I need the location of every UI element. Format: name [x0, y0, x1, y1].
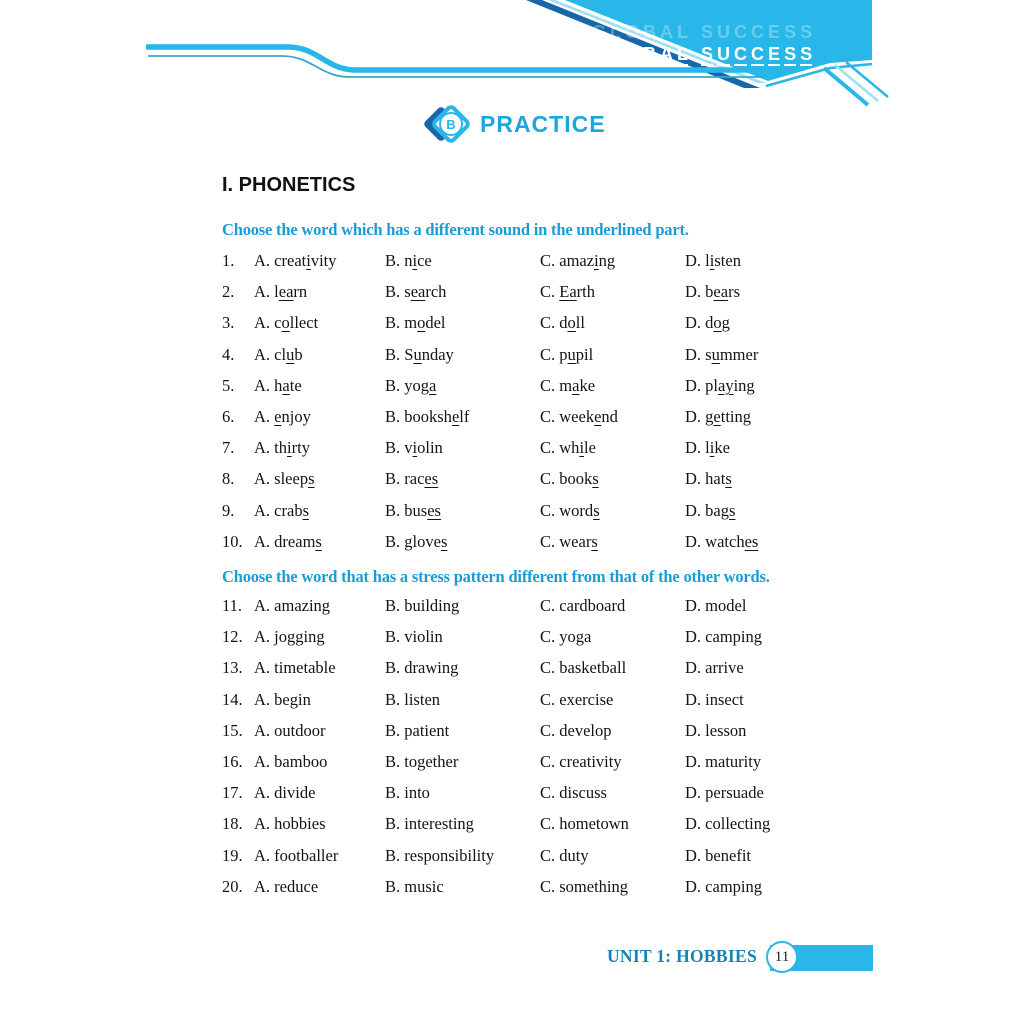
underlined-part: i — [579, 438, 585, 458]
option-d: D. bears — [685, 282, 740, 302]
option-b: B. races — [385, 469, 439, 489]
underlined-part: s — [592, 469, 599, 489]
banner-letter: C — [734, 22, 748, 42]
question-row — [222, 596, 797, 627]
option-c: C. amazing — [540, 251, 616, 270]
option-a: A. amazing — [254, 596, 331, 615]
underlined-part: es — [744, 531, 759, 551]
exercise1-question-table — [222, 251, 797, 563]
banner-letter: B — [643, 44, 657, 64]
option-d: D. model — [685, 596, 747, 615]
underlined-part: o — [417, 313, 426, 333]
question-number: 10. — [222, 531, 243, 551]
underlined-part: i — [594, 251, 599, 270]
option-b: B. violin — [385, 438, 443, 458]
question-row — [222, 501, 797, 532]
question-row — [222, 438, 797, 469]
banner-letter: S — [784, 44, 797, 64]
question-row — [222, 658, 797, 689]
option-d: D. listen — [685, 251, 741, 270]
option-d: D. maturity — [685, 751, 762, 771]
option-c: C. yoga — [540, 627, 592, 647]
option-b: B. gloves — [385, 531, 448, 551]
option-b: B. interesting — [385, 814, 474, 834]
underlined-part: u — [413, 344, 422, 364]
option-c: C. doll — [540, 313, 585, 333]
question-number: 15. — [222, 720, 243, 740]
option-b: B. buses — [385, 500, 441, 520]
underlined-part: o — [713, 313, 722, 333]
question-number: 2. — [222, 282, 235, 302]
underlined-part: e — [594, 406, 602, 426]
option-b: B. drawing — [385, 658, 459, 678]
underlined-part: ea — [278, 282, 294, 302]
banner-letter: G — [592, 44, 607, 64]
option-c: C. discuss — [540, 783, 607, 803]
option-b: B. Sunday — [385, 344, 454, 364]
option-c: C. hometown — [540, 814, 629, 834]
banner-letter: G — [592, 22, 607, 42]
banner-letter: L — [677, 22, 689, 42]
banner-letter: S — [701, 44, 714, 64]
underlined-part: s — [315, 531, 322, 551]
banner-letter: L — [677, 44, 689, 64]
option-a: A. creativity — [254, 251, 337, 270]
option-a: A. timetable — [254, 658, 336, 678]
option-b: B. music — [385, 876, 444, 896]
option-a: A. collect — [254, 313, 319, 333]
option-a: A. bamboo — [254, 751, 328, 771]
option-b: B. yoga — [385, 375, 437, 395]
option-a: A. club — [254, 344, 303, 364]
option-b: B. search — [385, 282, 447, 302]
option-a: A. learn — [254, 282, 308, 302]
underlined-part: s — [725, 469, 732, 489]
option-c: C. books — [540, 469, 599, 489]
option-d: D. camping — [685, 627, 762, 647]
underlined-part: es — [424, 469, 439, 489]
question-row — [222, 814, 797, 845]
section-heading-phonetics: I. PHONETICS — [222, 174, 356, 196]
option-b: B. listen — [385, 689, 441, 709]
question-number: 1. — [222, 251, 235, 270]
underlined-part: s — [302, 500, 309, 520]
option-b: B. together — [385, 751, 459, 771]
option-d: D. camping — [685, 876, 762, 896]
banner-letter: S — [701, 22, 714, 42]
question-row — [222, 783, 797, 814]
option-a: A. thirty — [254, 438, 310, 458]
banner-title — [592, 44, 816, 66]
option-b: B. bookshelf — [385, 406, 470, 426]
banner-letter: S — [800, 22, 813, 42]
option-a: A. enjoy — [254, 406, 311, 426]
option-d: D. arrive — [685, 658, 744, 678]
question-number: 4. — [222, 344, 235, 364]
option-a: A. dreams — [254, 531, 322, 551]
option-b: B. into — [385, 783, 430, 803]
question-number: 5. — [222, 375, 235, 395]
question-row — [222, 469, 797, 500]
question-number: 18. — [222, 814, 243, 834]
underlined-part: i — [287, 438, 292, 458]
option-d: D. collecting — [685, 814, 771, 834]
question-row — [222, 846, 797, 877]
underlined-part: e — [274, 406, 282, 426]
banner-letter: C — [751, 22, 765, 42]
exercise1-instruction: Choose the word which has a different sound in the underlined part. — [222, 220, 689, 239]
banner-letter: S — [800, 44, 813, 64]
option-b: B. responsibility — [385, 845, 495, 865]
banner-letter: L — [610, 44, 622, 64]
banner-letter: A — [660, 22, 674, 42]
underlined-part: a — [282, 375, 290, 395]
option-d: D. bags — [685, 500, 736, 520]
option-b: B. nice — [385, 251, 432, 270]
underlined-part: a — [429, 375, 437, 395]
question-number: 13. — [222, 658, 243, 678]
banner-letter: O — [625, 44, 640, 64]
underlined-part: u — [711, 344, 720, 364]
question-row — [222, 721, 797, 752]
underlined-part: s — [729, 500, 736, 520]
banner-letter: A — [660, 44, 674, 64]
question-row — [222, 877, 797, 908]
question-row — [222, 282, 797, 313]
banner-letter: L — [610, 22, 622, 42]
question-row — [222, 752, 797, 783]
banner-letter: B — [643, 22, 657, 42]
question-number: 14. — [222, 689, 243, 709]
option-a: A. reduce — [254, 876, 319, 896]
option-d: D. watches — [685, 531, 759, 551]
option-c: C. pupil — [540, 344, 594, 364]
question-number: 12. — [222, 627, 243, 647]
option-a: A. crabs — [254, 500, 309, 520]
question-number: 11. — [222, 596, 243, 615]
underlined-part: e — [713, 406, 721, 426]
question-row — [222, 313, 797, 344]
question-row — [222, 690, 797, 721]
practice-title: PRACTICE — [480, 111, 606, 137]
option-a: A. hate — [254, 375, 302, 395]
option-d: D. benefit — [685, 845, 751, 865]
exercise2-question-table — [222, 596, 797, 908]
option-d: D. persuade — [685, 783, 764, 803]
underlined-part: i — [412, 438, 418, 458]
exercise2-instruction: Choose the word that has a stress pattern different from that of the other words. — [222, 567, 770, 586]
banner-letter: E — [768, 44, 781, 64]
option-b: B. model — [385, 313, 446, 333]
underlined-part: s — [440, 531, 448, 551]
option-a: A. footballer — [254, 845, 339, 865]
footer-unit-label: UNIT 1: HOBBIES — [606, 946, 757, 966]
option-b: B. violin — [385, 627, 443, 647]
underlined-part: es — [427, 500, 441, 520]
underlined-part: u — [567, 344, 576, 364]
underlined-part: e — [451, 406, 460, 426]
option-c: C. basketball — [540, 658, 627, 678]
question-row — [222, 627, 797, 658]
banner-letter: C — [751, 44, 765, 64]
banner-letter: S — [784, 22, 797, 42]
banner-title-ghost — [592, 22, 816, 43]
option-a: A. divide — [254, 783, 316, 803]
option-d: D. lesson — [685, 720, 747, 740]
option-c: C. wears — [540, 531, 598, 551]
underlined-part: i — [412, 251, 418, 270]
option-c: C. cardboard — [540, 596, 626, 615]
question-number: 3. — [222, 313, 235, 333]
underlined-part: ea — [713, 282, 729, 302]
question-row — [222, 532, 797, 563]
option-d: D. getting — [685, 406, 752, 426]
option-b: B. building — [385, 596, 460, 615]
underlined-part: Ea — [559, 282, 577, 302]
option-c: C. creativity — [540, 751, 622, 771]
banner-letter: U — [717, 22, 731, 42]
option-a: A. hobbies — [254, 814, 326, 834]
question-row — [222, 376, 797, 407]
underlined-part: ay — [718, 375, 734, 395]
underlined-part: s — [593, 500, 600, 520]
underlined-part: o — [567, 313, 576, 333]
question-number: 17. — [222, 783, 243, 803]
option-b: B. patient — [385, 720, 450, 740]
underlined-part: a — [572, 375, 580, 395]
option-c: C. duty — [540, 845, 589, 865]
option-a: A. outdoor — [254, 720, 326, 740]
underlined-part: ea — [410, 282, 426, 302]
option-c: C. weekend — [540, 406, 618, 426]
underlined-part: o — [281, 313, 290, 333]
practice-heading — [428, 101, 678, 147]
question-number: 16. — [222, 751, 243, 771]
question-row — [222, 345, 797, 376]
banner-letter: C — [734, 44, 748, 64]
question-number: 20. — [222, 876, 243, 896]
badge-letter-circle: B — [439, 112, 463, 136]
option-d: D. hats — [685, 469, 732, 489]
option-a: A. sleeps — [254, 469, 315, 489]
question-number: 19. — [222, 845, 243, 865]
question-number: 6. — [222, 406, 235, 426]
option-c: C. make — [540, 375, 596, 395]
option-d: D. playing — [685, 375, 755, 395]
footer-page-number: 11 — [766, 941, 798, 973]
option-d: D. dog — [685, 313, 730, 333]
underlined-part: i — [709, 438, 715, 458]
option-c: C. something — [540, 876, 629, 896]
option-a: A. jogging — [254, 627, 325, 647]
option-c: C. develop — [540, 720, 612, 740]
banner-letter: U — [717, 44, 731, 64]
option-c: C. Earth — [540, 282, 596, 302]
underlined-part: u — [286, 344, 295, 364]
banner-letter: O — [625, 22, 640, 42]
banner-letter: E — [768, 22, 781, 42]
question-row — [222, 251, 797, 282]
underlined-part: i — [709, 251, 715, 270]
option-a: A. begin — [254, 689, 311, 709]
question-number: 9. — [222, 500, 235, 520]
option-d: D. insect — [685, 689, 744, 709]
option-c: C. words — [540, 500, 600, 520]
option-d: D. like — [685, 438, 730, 458]
question-row — [222, 407, 797, 438]
option-c: C. while — [540, 438, 596, 458]
underlined-part: i — [306, 251, 311, 270]
option-d: D. summer — [685, 344, 759, 364]
question-number: 8. — [222, 469, 235, 489]
underlined-part: s — [591, 531, 598, 551]
option-c: C. exercise — [540, 689, 614, 709]
question-number: 7. — [222, 438, 235, 458]
underlined-part: s — [308, 469, 315, 489]
